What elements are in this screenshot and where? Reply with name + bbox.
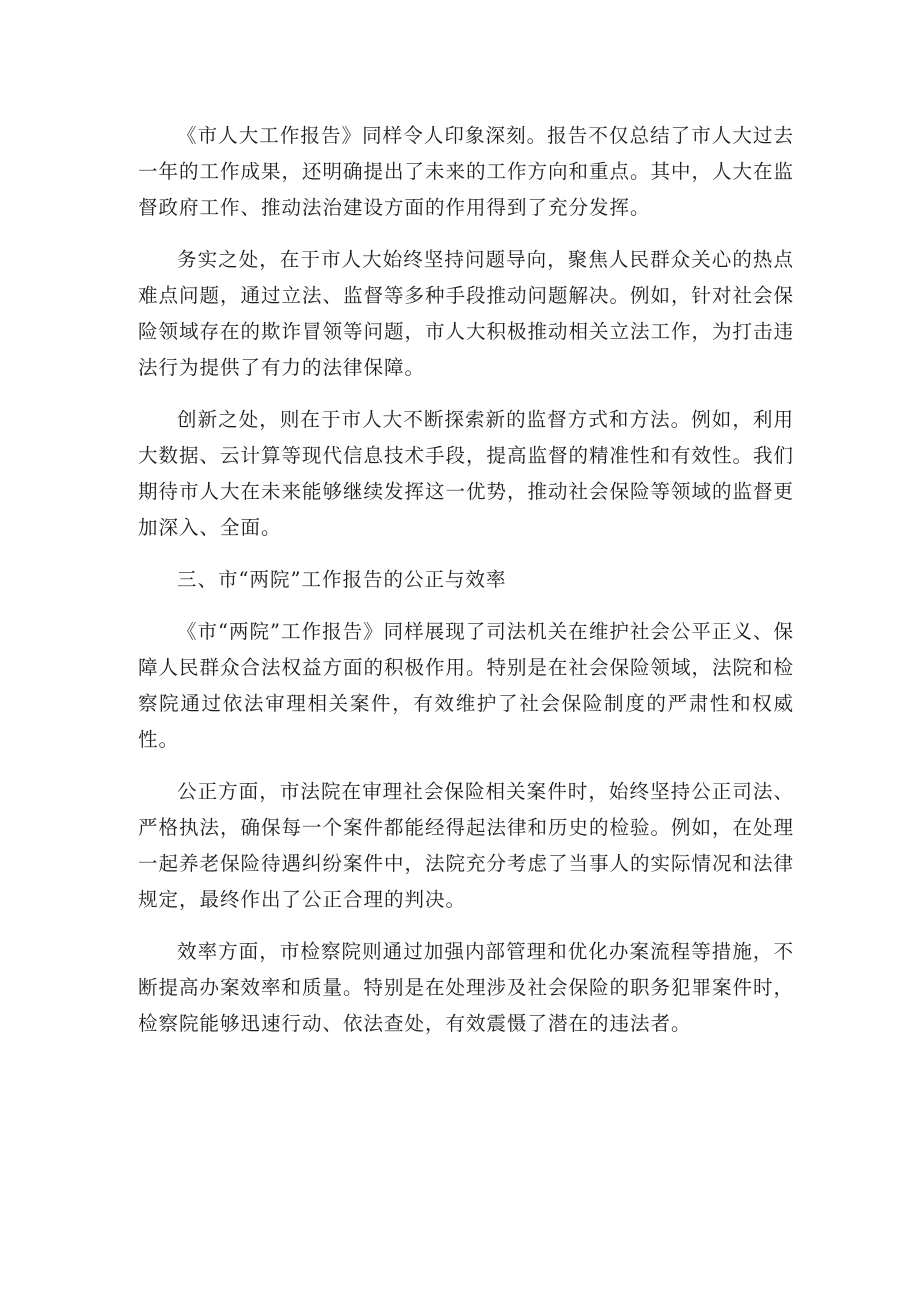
- paragraph-people-congress-report: 《市人大工作报告》同样令人印象深刻。报告不仅总结了市人大过去一年的工作成果，还明确提出了未来的工作方向和重点。其中，人大在监督政府工作、推动法治建设方面的作用得到了充分发挥。: [138, 124, 795, 219]
- paragraph-pragmatic: 务实之处，在于市人大始终坚持问题导向，聚焦人民群众关心的热点难点问题，通过立法、监督等多种手段推动问题解决。例如，针对社会保险领域存在的欺诈冒领等问题，市人大积极推动相关立法工作，为打击违法行为提供了有力的法律保障。: [138, 248, 795, 379]
- paragraph-two-courts-report: 《市“两院”工作报告》同样展现了司法机关在维护社会公平正义、保障人民群众合法权益方面的积极作用。特别是在社会保险领域，法院和检察院通过依法审理相关案件，有效维护了社会保险制度的严肃性和权威性。: [138, 620, 795, 751]
- document-page: [138, 118, 794, 1058]
- paragraph-efficiency: 效率方面，市检察院则通过加强内部管理和优化办案流程等措施，不断提高办案效率和质量。特别是在处理涉及社会保险的职务犯罪案件时，检察院能够迅速行动、依法查处，有效震慑了潜在的违法者。: [138, 940, 795, 1035]
- paragraph-fairness: 公正方面，市法院在审理社会保险相关案件时，始终坚持公正司法、严格执法，确保每一个案件都能经得起法律和历史的检验。例如，在处理一起养老保险待遇纠纷案件中，法院充分考虑了当事人的实际情况和法律规定，最终作出了公正合理的判决。: [138, 780, 795, 911]
- section-heading: 三、市“两院”工作报告的公正与效率: [177, 568, 507, 591]
- paragraph-innovation: 创新之处，则在于市人大不断探索新的监督方式和方法。例如，利用大数据、云计算等现代信息技术手段，提高监督的精准性和有效性。我们期待市人大在未来能够继续发挥这一优势，推动社会保险等领域的监督更加深入、全面。: [138, 408, 795, 539]
